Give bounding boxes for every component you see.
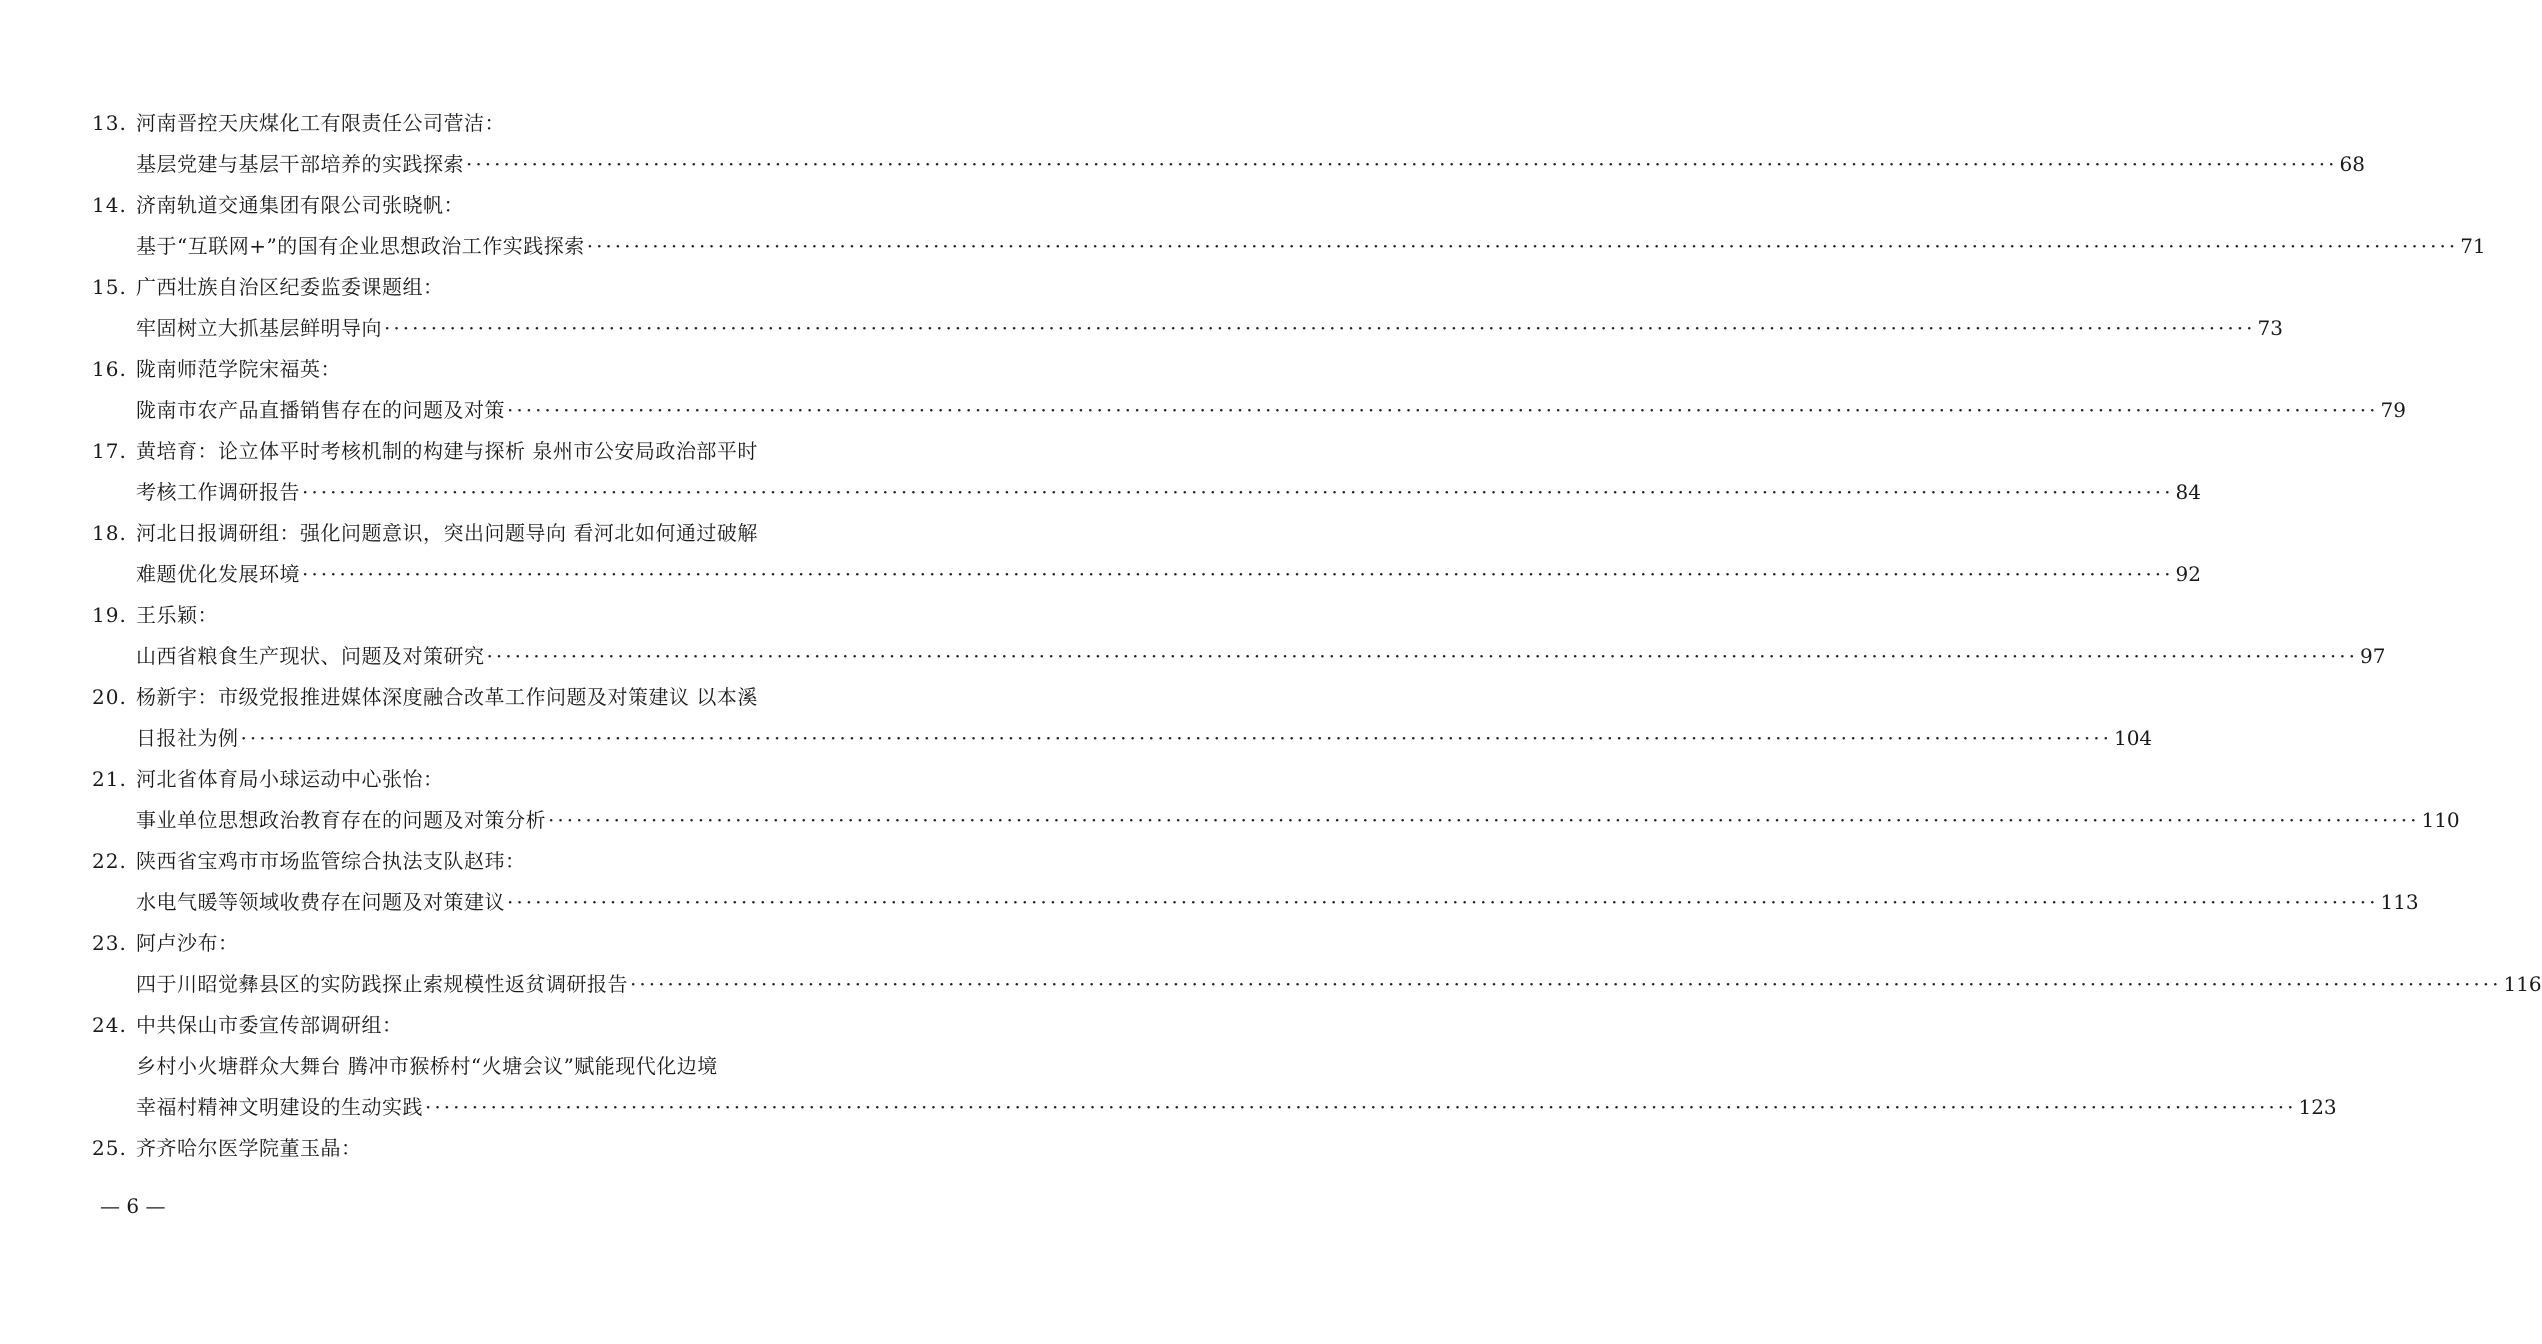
entry-title: 水电气暖等领域收费存在问题及对策建议 bbox=[136, 890, 505, 914]
entry-author: 河北日报调研组：强化问题意识，突出问题导向 看河北如何通过破解 bbox=[136, 521, 758, 545]
entry-author: 济南轨道交通集团有限公司张晓帆： bbox=[136, 193, 464, 217]
toc-entry-head bbox=[0, 677, 950, 717]
toc-entry-head bbox=[0, 1128, 950, 1168]
entry-page: 104 bbox=[2113, 726, 2153, 750]
entry-author: 王乐颖： bbox=[136, 603, 218, 627]
leader-dots: ········································································································································································································ bbox=[507, 890, 2379, 914]
entry-author: 陇南师范学院宋福英： bbox=[136, 357, 341, 381]
toc-entry-title bbox=[0, 390, 2406, 430]
toc-entry-head bbox=[0, 185, 950, 225]
entry-number: 19. bbox=[92, 603, 127, 627]
leader-dots: ········································································································································································································ bbox=[302, 480, 2174, 504]
toc-entry-title bbox=[0, 882, 2419, 922]
entry-author: 陕西省宝鸡市市场监管综合执法支队赵玮： bbox=[136, 849, 526, 873]
leader-dots: ········································································································································································································ bbox=[302, 562, 2174, 586]
toc-entry-title bbox=[0, 718, 2153, 758]
toc-entry-title bbox=[0, 226, 2486, 266]
entry-page: 113 bbox=[2380, 890, 2419, 914]
entry-page: 123 bbox=[2298, 1095, 2337, 1119]
toc-entry-title bbox=[0, 1087, 2337, 1127]
entry-author: 齐齐哈尔医学院董玉晶： bbox=[136, 1136, 362, 1160]
entry-author: 黄培育：论立体平时考核机制的构建与探析 泉州市公安局政治部平时 bbox=[136, 439, 758, 463]
toc-entry-head bbox=[0, 513, 950, 553]
entry-title: 难题优化发展环境 bbox=[136, 562, 300, 586]
entry-title: 事业单位思想政治教育存在的问题及对策分析 bbox=[136, 808, 546, 832]
toc-entry-head bbox=[0, 595, 950, 635]
entry-title: 基于“互联网+”的国有企业思想政治工作实践探索 bbox=[136, 234, 585, 258]
entry-title: 牢固树立大抓基层鲜明导向 bbox=[136, 316, 382, 340]
leader-dots: ········································································································································································································ bbox=[466, 152, 2338, 176]
leader-dots: ········································································································································································································ bbox=[240, 726, 2112, 750]
entry-number: 23. bbox=[92, 931, 127, 955]
entry-page: 110 bbox=[2421, 808, 2460, 832]
entry-title: 幸福村精神文明建设的生动实践 bbox=[136, 1095, 423, 1119]
leader-dots: ········································································································································································································ bbox=[548, 808, 2420, 832]
toc-entry-head bbox=[0, 759, 950, 799]
entry-title: 基层党建与基层干部培养的实践探索 bbox=[136, 152, 464, 176]
toc-entry-title bbox=[0, 144, 2365, 184]
toc-entry-head bbox=[0, 349, 950, 389]
leader-dots: ········································································································································································································ bbox=[586, 234, 2459, 258]
toc-entry-head bbox=[0, 1005, 950, 1045]
entry-title: 四于川昭觉彝县区的实防践探止索规模性返贫调研报告 bbox=[136, 972, 628, 996]
toc-entry-title bbox=[0, 636, 2386, 676]
toc-entry-title bbox=[0, 472, 2201, 512]
entry-author: 杨新宇：市级党报推进媒体深度融合改革工作问题及对策建议 以本溪 bbox=[136, 685, 758, 709]
entry-title: 陇南市农产品直播销售存在的问题及对策 bbox=[136, 398, 505, 422]
entry-author: 河南晋控天庆煤化工有限责任公司菅洁： bbox=[136, 111, 505, 135]
toc-entry-head bbox=[0, 431, 950, 471]
entry-number: 14. bbox=[92, 193, 127, 217]
toc-entry-head bbox=[0, 267, 950, 307]
entry-number: 15. bbox=[92, 275, 127, 299]
entry-title-line: 乡村小火塘群众大舞台 腾冲市猴桥村“火塘会议”赋能现代化边境 bbox=[136, 1054, 718, 1078]
toc-entry-title bbox=[0, 964, 2542, 1004]
entry-page: 84 bbox=[2175, 480, 2201, 504]
entry-page: 116 bbox=[2503, 972, 2542, 996]
entry-page: 97 bbox=[2359, 644, 2386, 668]
entry-number: 18. bbox=[92, 521, 127, 545]
entry-page: 73 bbox=[2257, 316, 2283, 340]
leader-dots: ········································································································································································································ bbox=[384, 316, 2256, 340]
entry-author: 河北省体育局小球运动中心张怡： bbox=[136, 767, 444, 791]
entry-title: 日报社为例 bbox=[136, 726, 239, 750]
entry-number: 21. bbox=[92, 767, 127, 791]
entry-number: 22. bbox=[92, 849, 127, 873]
toc-entry-head bbox=[0, 103, 950, 143]
entry-number: 13. bbox=[92, 111, 127, 135]
leader-dots: ········································································································································································································ bbox=[630, 972, 2502, 996]
page-number: — 6 — bbox=[100, 1194, 166, 1218]
entry-title: 考核工作调研报告 bbox=[136, 480, 300, 504]
leader-dots: ········································································································································································································ bbox=[486, 644, 2358, 668]
toc-entry-head bbox=[0, 923, 950, 963]
toc-entry-title bbox=[0, 308, 2283, 348]
entry-author: 中共保山市委宣传部调研组： bbox=[136, 1013, 403, 1037]
entry-page: 92 bbox=[2175, 562, 2201, 586]
entry-author: 阿卢沙布： bbox=[136, 931, 239, 955]
toc-entry-title-line bbox=[0, 1046, 950, 1086]
entry-page: 71 bbox=[2460, 234, 2486, 258]
toc-entry-title bbox=[0, 554, 2201, 594]
entry-page: 79 bbox=[2380, 398, 2406, 422]
leader-dots: ········································································································································································································ bbox=[425, 1095, 2297, 1119]
entry-number: 16. bbox=[92, 357, 127, 381]
leader-dots: ········································································································································································································ bbox=[507, 398, 2379, 422]
entry-author: 广西壮族自治区纪委监委课题组： bbox=[136, 275, 444, 299]
entry-number: 24. bbox=[92, 1013, 127, 1037]
entry-page: 68 bbox=[2339, 152, 2365, 176]
entry-number: 25. bbox=[92, 1136, 127, 1160]
toc-entry-title bbox=[0, 800, 2460, 840]
entry-title: 山西省粮食生产现状、问题及对策研究 bbox=[136, 644, 485, 668]
entry-number: 20. bbox=[92, 685, 127, 709]
entry-number: 17. bbox=[92, 439, 127, 463]
toc-entry-head bbox=[0, 841, 950, 881]
